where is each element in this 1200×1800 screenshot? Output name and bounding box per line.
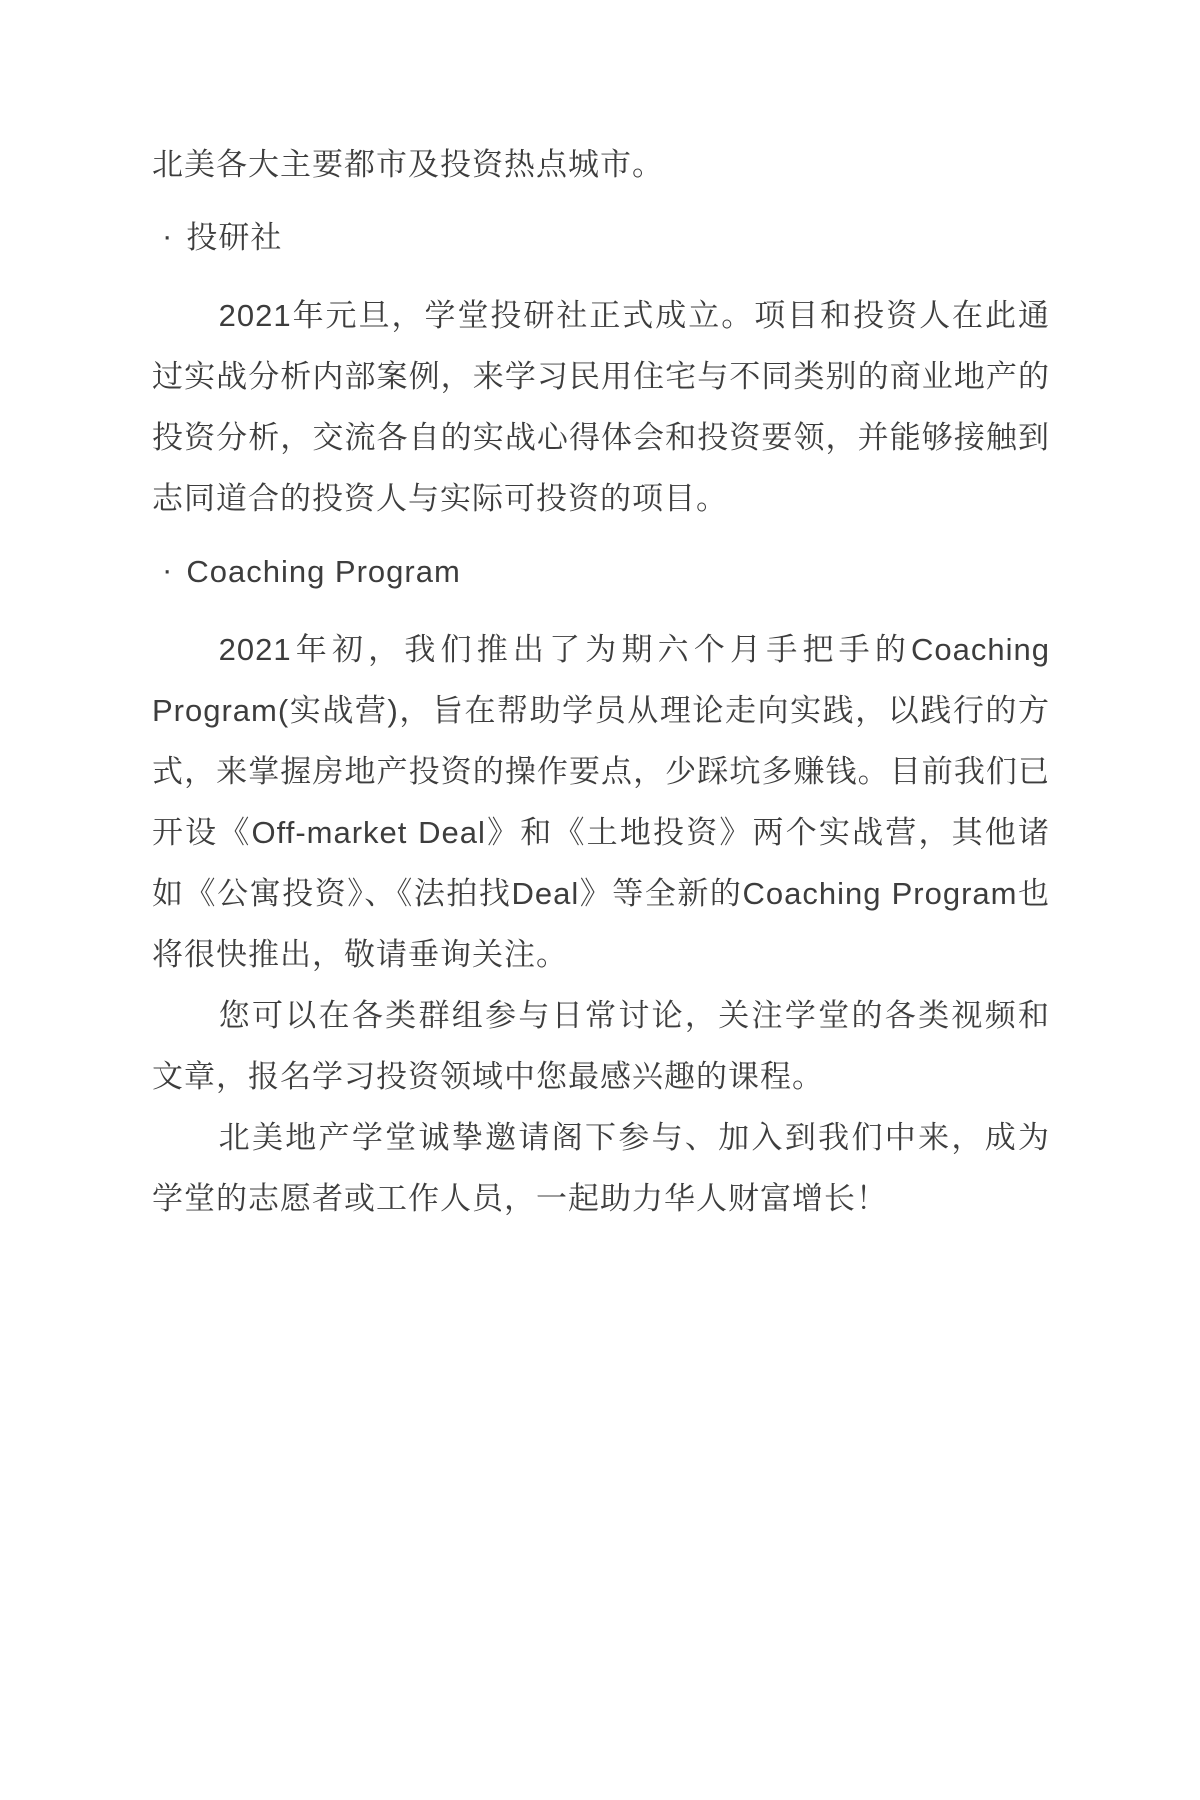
invitation-paragraph: 北美地产学堂诚挚邀请阁下参与、加入到我们中来，成为学堂的志愿者或工作人员，一起助力华人财富增长！ xyxy=(152,1120,1050,1216)
intro-fragment-paragraph: 北美各大主要都市及投资热点城市。 xyxy=(152,147,664,182)
community-participation-paragraph: 您可以在各类群组参与日常讨论，关注学堂的各类视频和文章，报名学习投资领域中您最感兴趣的课程。 xyxy=(152,998,1050,1094)
section-heading-coaching-program xyxy=(152,541,1050,602)
section-heading-label: 投研社 xyxy=(186,220,283,255)
section-heading-label: Coaching Program xyxy=(186,554,461,589)
coaching-program-paragraph: 2021年初，我们推出了为期六个月手把手的Coaching Program(实战营)，旨在帮助学员从理论走向实践，以践行的方式，来掌握房地产投资的操作要点，少踩坑多赚钱。目前我们已开设《Off-market Deal》和《土地投资》两个实战营，其他诸如《公寓投资》、《法拍找Deal》等全新的Coaching Program也将很快推出，敬请垂询关注。 xyxy=(152,632,1050,972)
bullet-dot-icon: · xyxy=(162,552,174,587)
bullet-dot-icon: · xyxy=(162,218,174,253)
section-heading-touyanshe xyxy=(152,207,1050,268)
touyanshe-paragraph: 2021年元旦，学堂投研社正式成立。项目和投资人在此通过实战分析内部案例，来学习民用住宅与不同类别的商业地产的投资分析，交流各自的实战心得体会和投资要领，并能够接触到志同道合的投资人与实际可投资的项目。 xyxy=(152,298,1050,516)
